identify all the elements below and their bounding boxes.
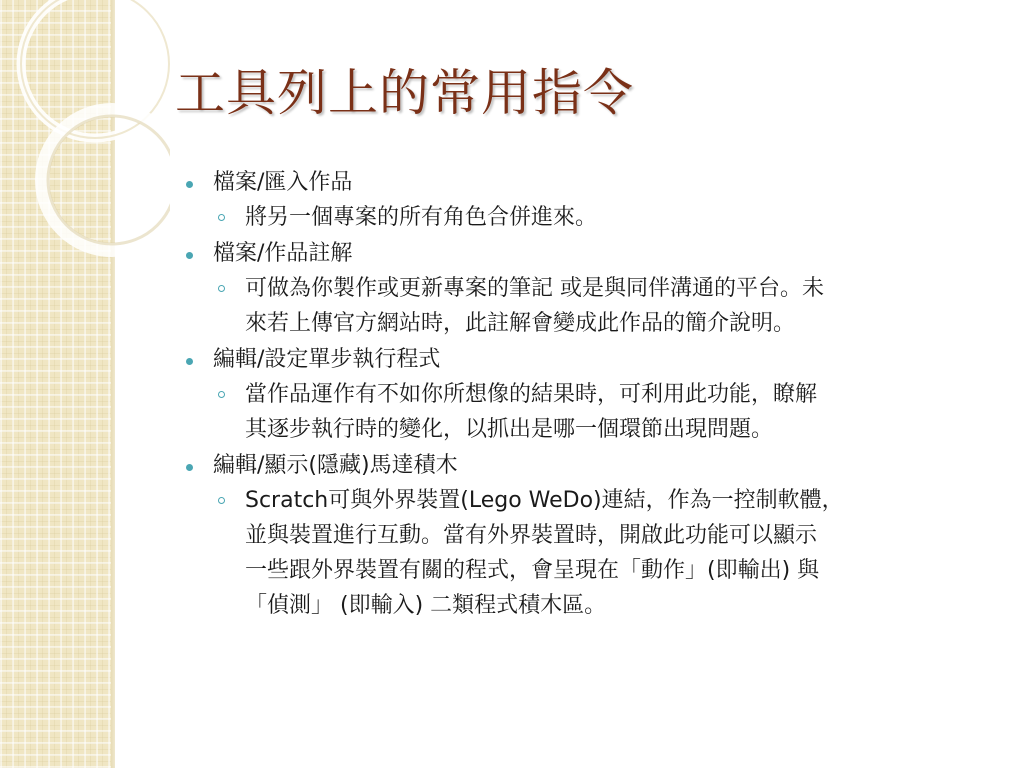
- sub-bullet-text: 將另一個專案的所有角色合併進來。: [245, 205, 598, 230]
- bullet-dot-icon: [186, 343, 213, 377]
- bullet-heading: 檔案/作品註解: [213, 241, 353, 266]
- bullet-item: [186, 166, 1001, 200]
- bullet-heading: 檔案/匯入作品: [213, 170, 353, 195]
- sub-bullet-text: 可做為你製作或更新專案的筆記 或是與同伴溝通的平台。未 來若上傳官方網站時，此註解會變成此作品的簡介說明。: [245, 276, 824, 336]
- bullet-item: [186, 449, 1001, 483]
- bullet-dot-icon: [186, 449, 213, 483]
- bullet-item: [186, 343, 1001, 377]
- sub-bullet-item: [218, 483, 1001, 623]
- sub-bullet-item: [218, 200, 1001, 235]
- bullet-heading: 編輯/設定單步執行程式: [213, 347, 441, 372]
- bullet-ring-icon: [218, 200, 245, 235]
- sub-bullet-text: Scratch可與外界裝置(Lego WeDo)連結，作為一控制軟體， 並與裝置進行互動。當有外界裝置時，開啟此功能可以顯示 一些跟外界裝置有關的程式，會呈現在「動作」(即輸出) 與 「偵測」 (即輸入) 二類程式積木區。: [245, 488, 844, 618]
- bullet-dot-icon: [186, 166, 213, 200]
- sub-bullet-text: 當作品運作有不如你所想像的結果時，可利用此功能，瞭解 其逐步執行時的變化，以抓出是哪一個環節出現問題。: [245, 382, 818, 442]
- bullet-dot-icon: [186, 237, 213, 271]
- bullet-ring-icon: [218, 271, 245, 306]
- bullet-heading: 編輯/顯示(隱藏)馬達積木: [213, 453, 458, 478]
- slide-title: 工具列上的常用指令: [175, 64, 634, 122]
- bullet-list: [186, 166, 1001, 625]
- sub-bullet-item: [218, 377, 1001, 447]
- bullet-item: [186, 237, 1001, 271]
- sub-bullet-item: [218, 271, 1001, 341]
- decorative-circles: [0, 0, 170, 280]
- bullet-ring-icon: [218, 377, 245, 412]
- bullet-ring-icon: [218, 483, 245, 518]
